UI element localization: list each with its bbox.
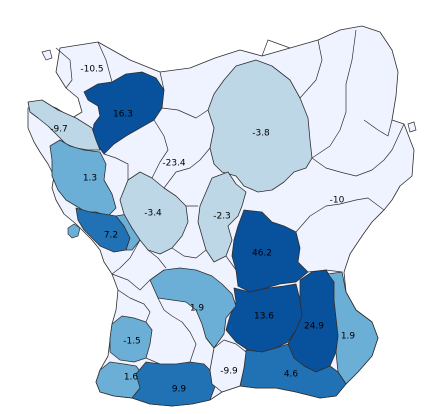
label-r-7-2: 7.2 (103, 230, 119, 241)
label-r-north-3-8: -3.8 (252, 128, 270, 139)
label-r-16-3: 16.3 (112, 109, 134, 120)
label-r-nw-coast: -10.5 (80, 64, 104, 75)
label-r-west-9-7: -9.7 (50, 124, 68, 135)
label-r-9-9: 9.9 (171, 384, 187, 395)
label-r-east-10: -10 (329, 195, 345, 206)
label-r-9-9-south: -9.9 (220, 366, 238, 377)
label-r-central-23-4: -23.4 (162, 158, 186, 169)
label-r-1-9-east: 1.9 (340, 331, 356, 342)
label-r-13-6: 13.6 (253, 311, 275, 322)
label-r-2-3: -2.3 (213, 211, 231, 222)
label-r-1-6: 1.6 (123, 372, 139, 383)
label-r-west-1-3: 1.3 (82, 173, 98, 184)
label-r-1-5: -1.5 (123, 336, 141, 347)
label-r-24-9: 24.9 (303, 321, 325, 332)
label-r-4-6: 4.6 (283, 369, 299, 380)
islet-east (408, 122, 416, 132)
islet-northwest (42, 50, 52, 60)
label-r-1-9-west: 1.9 (189, 303, 205, 314)
label-r-3-4: -3.4 (144, 208, 162, 219)
label-r-46-2: 46.2 (251, 248, 273, 259)
